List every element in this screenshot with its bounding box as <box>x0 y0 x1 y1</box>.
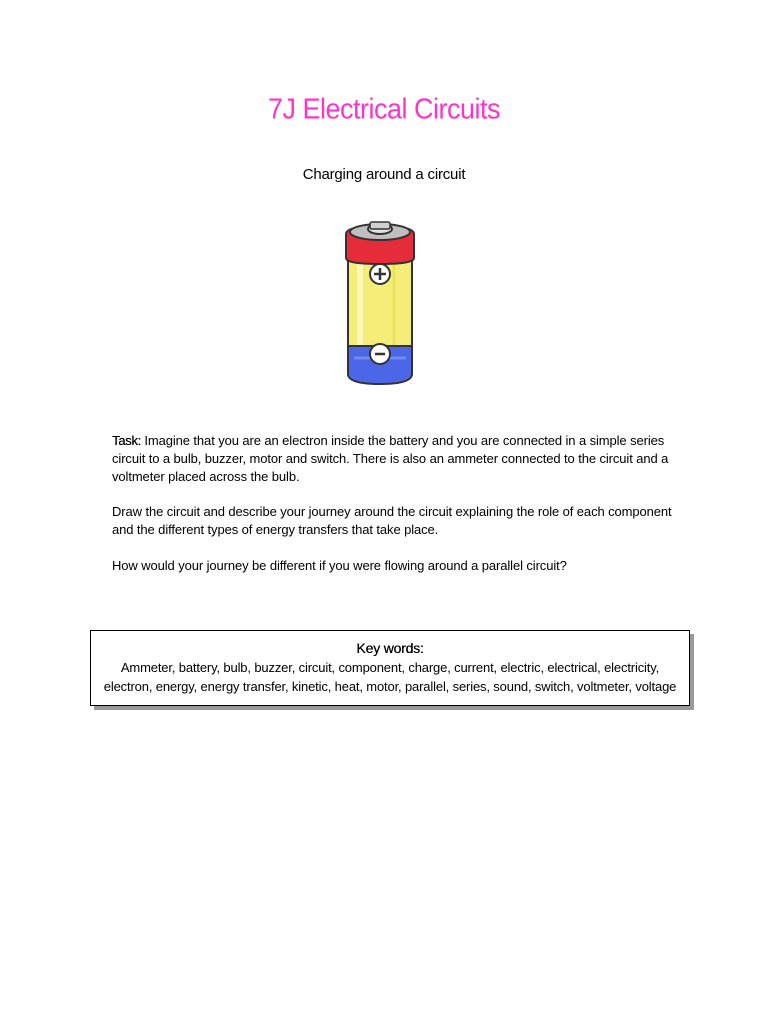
draw-instruction: Draw the circuit and describe your journey around the circuit explaining the role of each component and the different types of energy transfers that take place. <box>112 504 672 537</box>
parallel-question: How would your journey be different if you were flowing around a parallel circuit? <box>112 558 567 573</box>
task-paragraph <box>112 432 672 486</box>
keywords-title: Key words: <box>356 640 424 656</box>
keywords-list: Ammeter, battery, bulb, buzzer, circuit, component, charge, current, electric, electrical, electricity, electron, energy, energy transfer, kinetic, heat, motor, parallel, series, sound, switch, voltmeter, voltage <box>103 660 677 694</box>
page-title: 7J Electrical Circuits <box>267 93 501 125</box>
page-subtitle: Charging around a circuit <box>302 166 466 183</box>
keywords-box <box>90 630 690 706</box>
battery-icon <box>330 218 430 390</box>
task-label: Task: <box>112 433 141 448</box>
task-text: Imagine that you are an electron inside the battery and you are connected in a simple series circuit to a bulb, buzzer, motor and switch. There is also an ammeter connected to the circuit and a voltmeter placed across the bulb. <box>112 433 669 484</box>
